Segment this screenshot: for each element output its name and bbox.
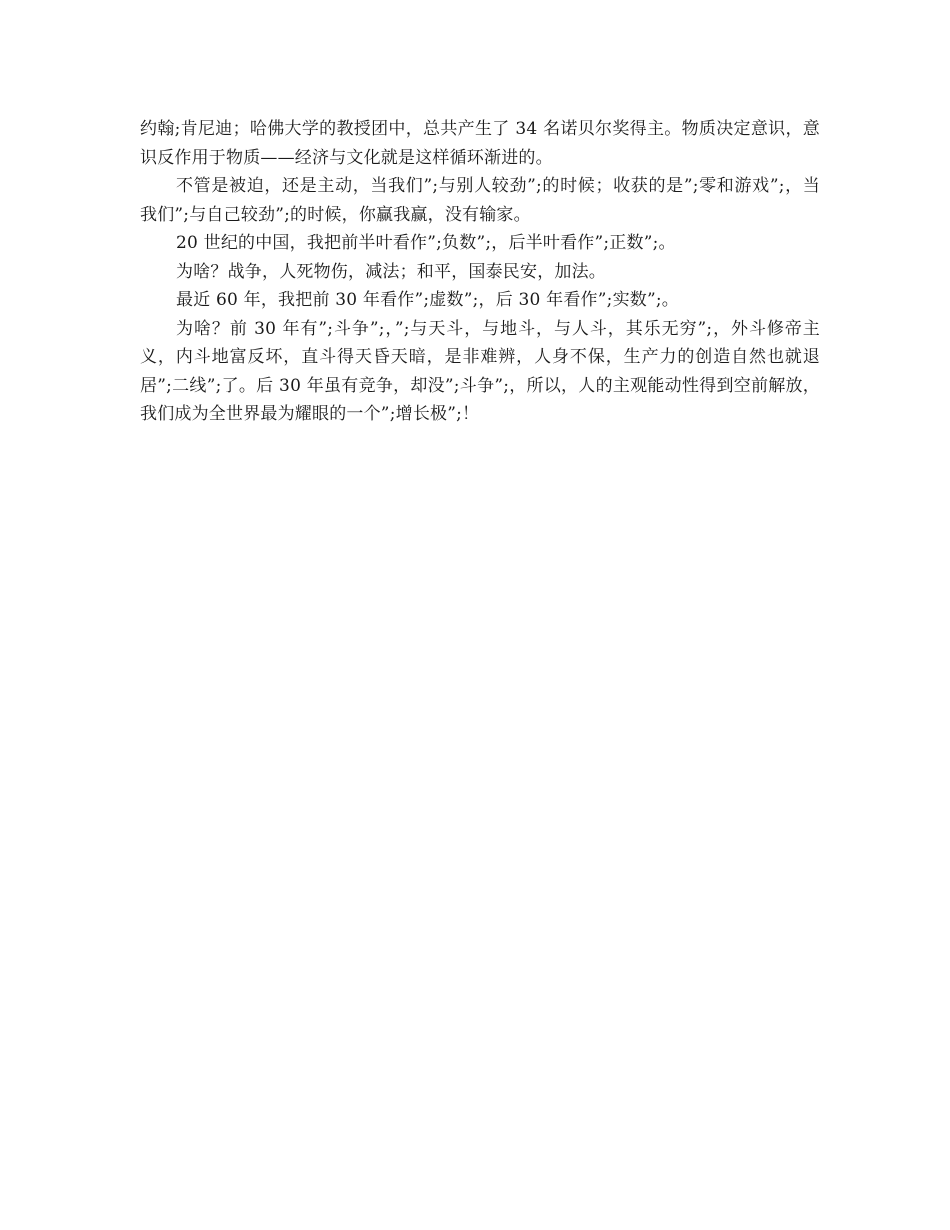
paragraph-competition: 不管是被迫，还是主动，当我们”;与别人较劲”;的时候；收获的是”;零和游戏”;，当我们”;与自己较劲”;的时候，你赢我赢，没有输家。 [140, 176, 820, 225]
paragraph-20th-century: 20 世纪的中国，我把前半叶看作”;负数”;，后半叶看作”;正数”;。 [176, 233, 676, 253]
paragraph-war-peace: 为啥？战争，人死物伤，减法；和平，国泰民安，加法。 [176, 261, 606, 282]
paragraph-struggle: 为啥？前 30 年有”;斗争”;，”;与天斗，与地斗，与人斗，其乐无穷”;，外斗修帝主义，内斗地富反坏，直斗得天昏天暗，是非难辨，人身不保，生产力的创造自然也就退居”;二线”;了。后 30 年虽有竞争，却没”;斗争”;，所以，人的主观能动性得到空前解放，我们成为全世界最为耀眼的一个”;增长极”;！ [140, 318, 820, 424]
document-body [140, 115, 820, 429]
paragraph-recent-60-years: 最近 60 年，我把前 30 年看作”;虚数”;，后 30 年看作”;实数”;。 [176, 290, 679, 310]
paragraph-kennedy-harvard: 约翰;肯尼迪；哈佛大学的教授团中，总共产生了 34 名诺贝尔奖得主。物质决定意识，意识反作用于物质——经济与文化就是这样循环渐进的。 [140, 119, 820, 168]
